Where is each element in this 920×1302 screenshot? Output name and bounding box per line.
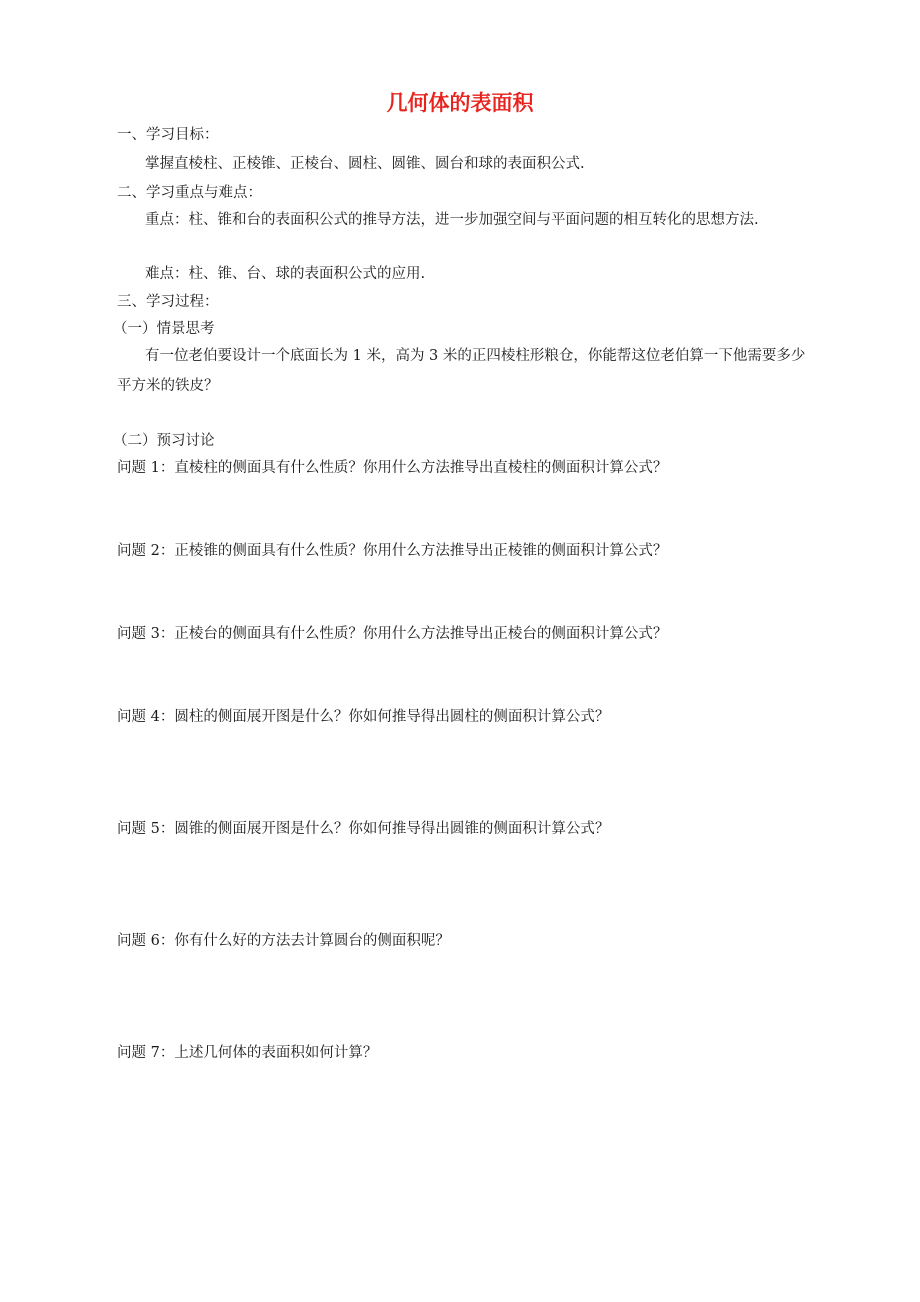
focus-heading: 二、学习重点与难点： bbox=[117, 185, 262, 201]
scenario-text: 有一位老伯要设计一个底面长为 1 米，高为 3 米的正四棱柱形粮仓，你能帮这位老伯算一下他需要多少平方米的铁皮？ bbox=[117, 348, 806, 394]
process-heading: 三、学习过程： bbox=[117, 294, 219, 310]
question-5: 问题 5：圆锥的侧面展开图是什么？你如何推导得出圆锥的侧面积计算公式？ bbox=[117, 821, 610, 837]
objectives-text: 掌握直棱柱、正棱锥、正棱台、圆柱、圆锥、圆台和球的表面积公式. bbox=[145, 156, 585, 172]
document-title: 几何体的表面积 bbox=[386, 91, 534, 115]
question-4: 问题 4：圆柱的侧面展开图是什么？你如何推导得出圆柱的侧面积计算公式？ bbox=[117, 709, 610, 725]
question-2: 问题 2：正棱锥的侧面具有什么性质？你用什么方法推导出正棱锥的侧面积计算公式？ bbox=[117, 543, 668, 559]
objectives-heading: 一、学习目标： bbox=[117, 127, 219, 143]
scenario-heading: （一）情景思考 bbox=[113, 321, 215, 337]
question-6: 问题 6：你有什么好的方法去计算圆台的侧面积呢？ bbox=[117, 933, 450, 949]
question-3: 问题 3：正棱台的侧面具有什么性质？你用什么方法推导出正棱台的侧面积计算公式？ bbox=[117, 626, 668, 642]
key-point-text: 重点：柱、锥和台的表面积公式的推导方法，进一步加强空间与平面问题的相互转化的思想方法. bbox=[145, 212, 759, 228]
question-7: 问题 7：上述几何体的表面积如何计算？ bbox=[117, 1045, 378, 1061]
question-1: 问题 1：直棱柱的侧面具有什么性质？你用什么方法推导出直棱柱的侧面积计算公式？ bbox=[117, 460, 668, 476]
difficulty-text: 难点：柱、锥、台、球的表面积公式的应用. bbox=[145, 266, 426, 282]
discussion-heading: （二）预习讨论 bbox=[113, 433, 215, 449]
